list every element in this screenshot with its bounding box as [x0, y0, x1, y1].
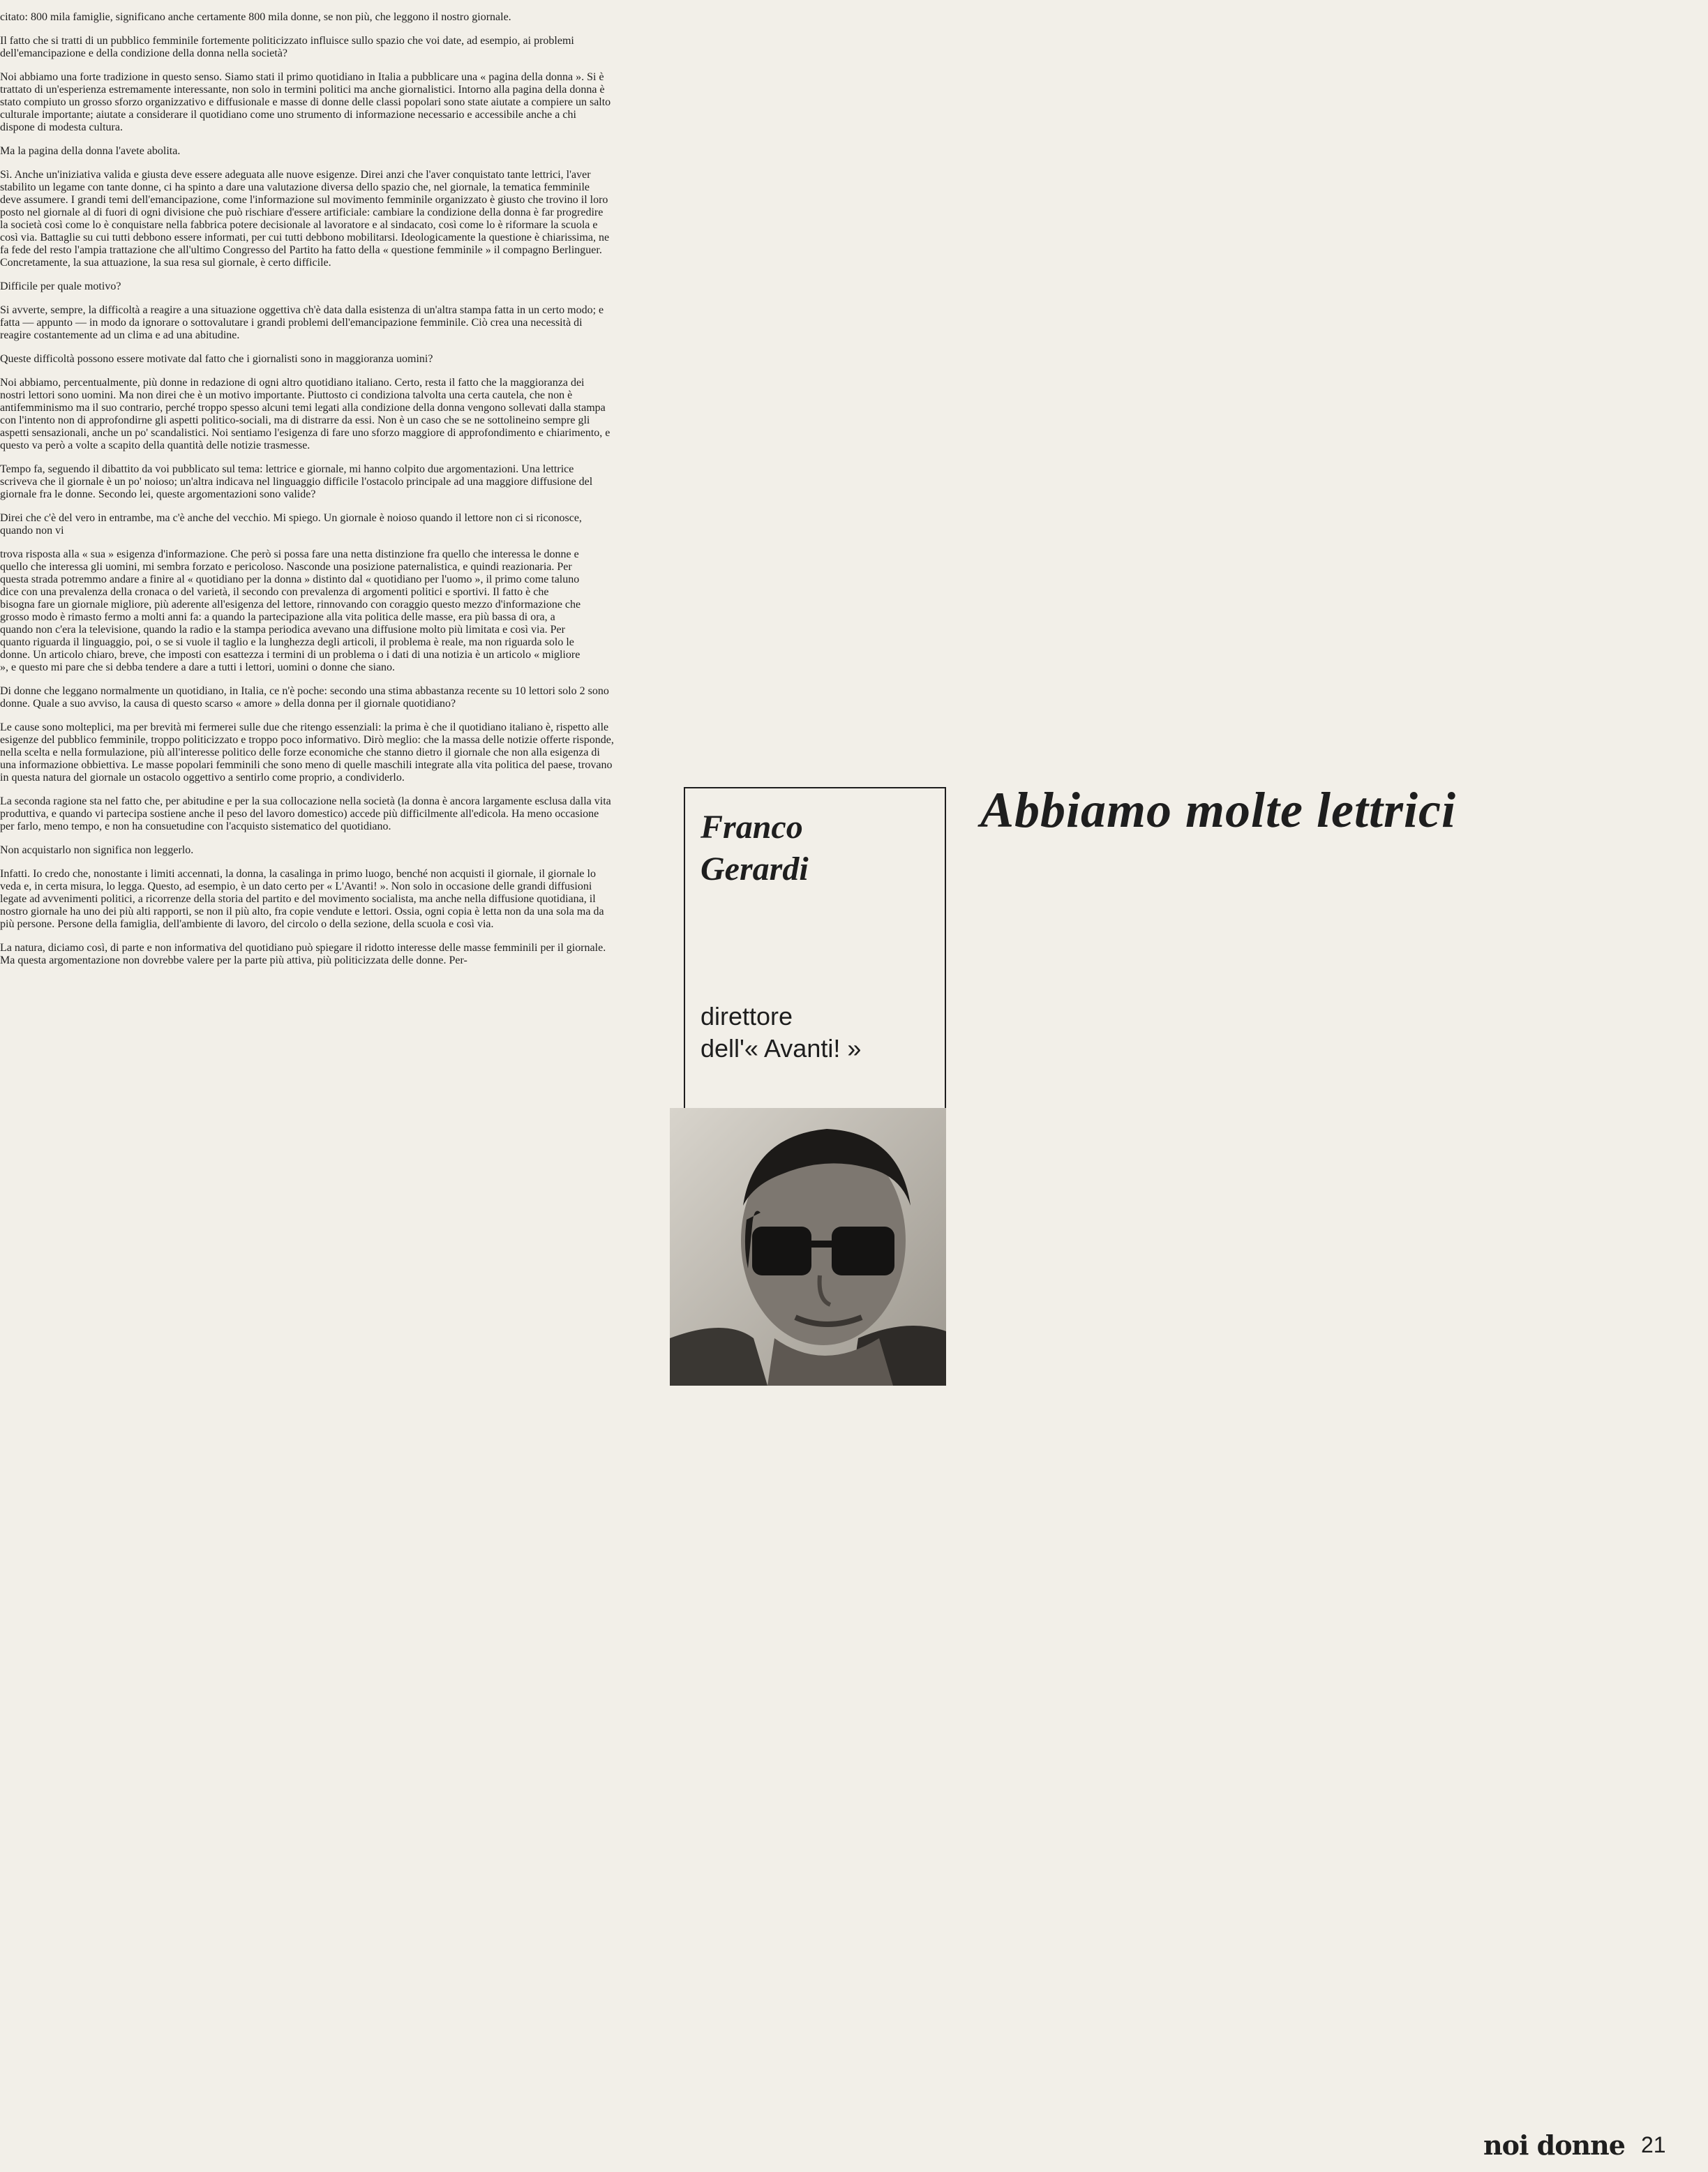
paragraph: Infatti. Io credo che, nonostante i limiti accennati, la donna, la casalinga in primo luogo, benché non acquisti il giornale, il giornale lo veda e, in certa misura, lo legga. Questo, ad esempio, è un dato certo per « L'Avanti! ». Non solo in occasione delle grandi diffusioni legate ad avvenimenti politici, a ricorrenze della storia del partito e del movimento socialista, ma anche nella diffusione quotidiana, il nostro giornale ha uno dei più alti rapporti, se non il più alto, fra copie vendute e lettori. Ossia, ogni copia è letta non da una sola ma da più persone. Persone della famiglia, dell'ambiente di lavoro, del circolo o della sezione, della scuola e così via. — [0, 868, 604, 930]
article-column-right — [0, 685, 614, 967]
portrait-illustration — [670, 1108, 946, 1386]
author-role-line2: dell'« Avanti! » — [701, 1034, 862, 1063]
paragraph: Ma la pagina della donna l'avete abolita. — [0, 145, 181, 157]
section-title: Abbiamo molte lettrici — [980, 782, 1456, 838]
paragraph: citato: 800 mila famiglie, significano anche certamente 800 mila donne, se non più, che leggono il nostro giornale. — [0, 11, 511, 23]
author-box — [684, 787, 946, 1115]
author-first-name: Franco — [701, 809, 803, 846]
paragraph: Noi abbiamo una forte tradizione in questo senso. Siamo stati il primo quotidiano in Italia a pubblicare una « pagina della donna ». Si è trattato di un'esperienza estremamente interessante, non solo in termini politici ma anche giornalistici. Intorno alla pagina della donna è stato compiuto un grosso sforzo organizzativo e diffusionale e masse di donne delle classi popolari sono state aiutate a compiere un salto culturale importante; aiutate a considerare il quotidiano come uno strumento di informazione necessario e accessibile anche a chi dispone di modesta cultura. — [0, 71, 611, 133]
page-number: 21 — [1641, 2132, 1666, 2157]
paragraph: Noi abbiamo, percentualmente, più donne in redazione di ogni altro quotidiano italiano. Certo, resta il fatto che la maggioranza dei nostri lettori sono uomini. Ma non direi che è un motivo importante. Piuttosto ci condiziona talvolta una certa cautela, che non è antifemminismo ma il suo contrario, perché troppo spesso alcuni temi legati alla condizione della donna vengono sollevati dalla stampa con l'intento non di approfondirne gli aspetti politico-sociali, ma di distrarre da essi. Non è un caso che se ne sottolineino sempre gli aspetti sensazionali, anche un po' scandalistici. Noi sentiamo l'esigenza di fare uno sforzo maggiore di approfondimento e chiarimento, e questo va però a volte a scapito della quantità delle notizie trasmesse. — [0, 377, 610, 451]
paragraph: Si avverte, sempre, la difficoltà a reagire a una situazione oggettiva ch'è data dalla esistenza di un'altra stampa fatta in un certo modo; e fatta — appunto — in modo da ignorare o sottovalutare i grandi problemi dell'emancipazione femminile. Ciò crea una necessità di reagire costantemente ad un clima e ad una abitudine. — [0, 304, 604, 341]
author-last-name: Gerardi — [701, 851, 809, 887]
paragraph: trova risposta alla « sua » esigenza d'informazione. Che però si possa fare una netta distinzione fra quello che interessa le donne e quello che interessa gli uomini, mi sembra forzato e pericoloso. Nasconde una posizione paternalistica, e quindi reazionaria. Per questa strada potremmo andare a finire al « quotidiano per la donna » distinto dal « quotidiano per l'uomo », il primo come taluno dice con una prevalenza della cronaca o del varietà, il secondo con prevalenza di argomenti politici e sportivi. Il fatto è che bisogna fare un giornale migliore, più aderente all'esigenza del lettore, rinnovando con coraggio questo mezzo d'informazione che grosso modo è rimasto fermo a molti anni fa: a quando la partecipazione alla vita politica delle masse, era più bassa di ora, a quando non c'era la televisione, quando la radio e la stampa periodica avevano una diffusione molto più limitata e così via. Per quanto riguarda il linguaggio, poi, o se si vuole il taglio e la lunghezza degli articoli, il problema è reale, ma non riguarda solo le donne. Un articolo chiaro, breve, che imposti con esattezza i termini di un problema o i dati di una notizia è un articolo « migliore », e questo mi pare che si debba tendere a dare a tutti i lettori, uomini o donne che siano. — [0, 548, 581, 673]
paragraph: Difficile per quale motivo? — [0, 280, 121, 292]
paragraph: Di donne che leggano normalmente un quotidiano, in Italia, ce n'è poche: secondo una stima abbastanza recente su 10 lettori solo 2 sono donne. Quale a suo avviso, la causa di questo scarso « amore » della donna per il giornale quotidiano? — [0, 685, 609, 710]
paragraph: Queste difficoltà possono essere motivate dal fatto che i giornalisti sono in maggioranza uomini? — [0, 353, 433, 365]
article-column-middle — [0, 548, 583, 674]
author-role-line1: direttore — [701, 1002, 793, 1031]
paragraph: Direi che c'è del vero in entrambe, ma c'è anche del vecchio. Mi spiego. Un giornale è noioso quando il lettore non ci si riconosce, quando non vi — [0, 512, 582, 537]
paragraph: Il fatto che si tratti di un pubblico femminile fortemente politicizzato influisce sullo spazio che voi date, ad esempio, ai problemi dell'emancipazione e della condizione della donna nella società? — [0, 35, 574, 59]
paragraph: La natura, diciamo così, di parte e non informativa del quotidiano può spiegare il ridotto interesse delle masse femminili per il giornale. Ma questa argomentazione non dovrebbe valere per la parte più attiva, più politicizzata delle donne. Per- — [0, 942, 606, 966]
author-role — [701, 1001, 861, 1065]
magazine-logo: noi donne — [1483, 2129, 1625, 2161]
paragraph: Non acquistarlo non significa non leggerlo. — [0, 844, 194, 856]
article-column-left — [0, 11, 611, 537]
paragraph: La seconda ragione sta nel fatto che, per abitudine e per la sua collocazione nella società (la donna è ancora largamente esclusa dalla vita produttiva, e quando vi partecipa sostiene anche il peso del lavoro domestico) accede più difficilmente all'edicola. Ha meno occasione per farlo, meno tempo, e non ha consuetudine con l'acquisto sistematico del quotidiano. — [0, 795, 611, 832]
paragraph: Le cause sono molteplici, ma per brevità mi fermerei sulle due che ritengo essenziali: la prima è che il quotidiano italiano è, rispetto alle esigenze del pubblico femminile, troppo politicizzato e troppo poco informativo. Dirò meglio: che la massa delle notizie offerte risponde, nella scelta e nella formulazione, più all'interesse politico delle forze economiche che stanno dietro il giornale che non alla esigenza di una informazione obbiettiva. Le masse popolari femminili che sono meno di quelle maschili integrate alla vita politica del paese, trovano in questa natura del giornale un ostacolo oggettivo a sentirlo come proprio, a condividerlo. — [0, 721, 614, 784]
author-name — [701, 807, 809, 890]
paragraph: Tempo fa, seguendo il dibattito da voi pubblicato sul tema: lettrice e giornale, mi hanno colpito due argomentazioni. Una lettrice scriveva che il giornale è un po' noioso; un'altra indicava nel linguaggio difficile l'ostacolo principale ad una maggiore diffusione del giornale fra le donne. Secondo lei, queste argomentazioni sono valide? — [0, 463, 593, 500]
paragraph: Sì. Anche un'iniziativa valida e giusta deve essere adeguata alle nuove esigenze. Direi anzi che l'aver conquistato tante lettrici, l'aver stabilito un legame con tante donne, ci ha spinto a dare una valutazione diversa dello spazio che, nel giornale, la tematica femminile deve assumere. I grandi temi dell'emancipazione, come l'informazione sul movimento femminile organizzato è giusto che trovino il loro posto nel giornale al di fuori di ogni divisione che può rischiare d'essere artificiale: cambiare la condizione della donna è far progredire la società così come lo è conquistare nella fabbrica potere decisionale al lavoratore e al sindacato, così come lo è riformare la scuola e così via. Battaglie su cui tutti debbono essere informati, per cui tutti debbono mobilitarsi. Ideologicamente la questione è chiarissima, ne fa fede del resto l'ampia trattazione che all'ultimo Congresso del Partito ha fatto della « questione femminile » il compagno Berlinguer. Concretamente, la sua attuazione, la sua resa sul giornale, è certo difficile. — [0, 169, 610, 269]
author-portrait-photo — [670, 1108, 946, 1386]
